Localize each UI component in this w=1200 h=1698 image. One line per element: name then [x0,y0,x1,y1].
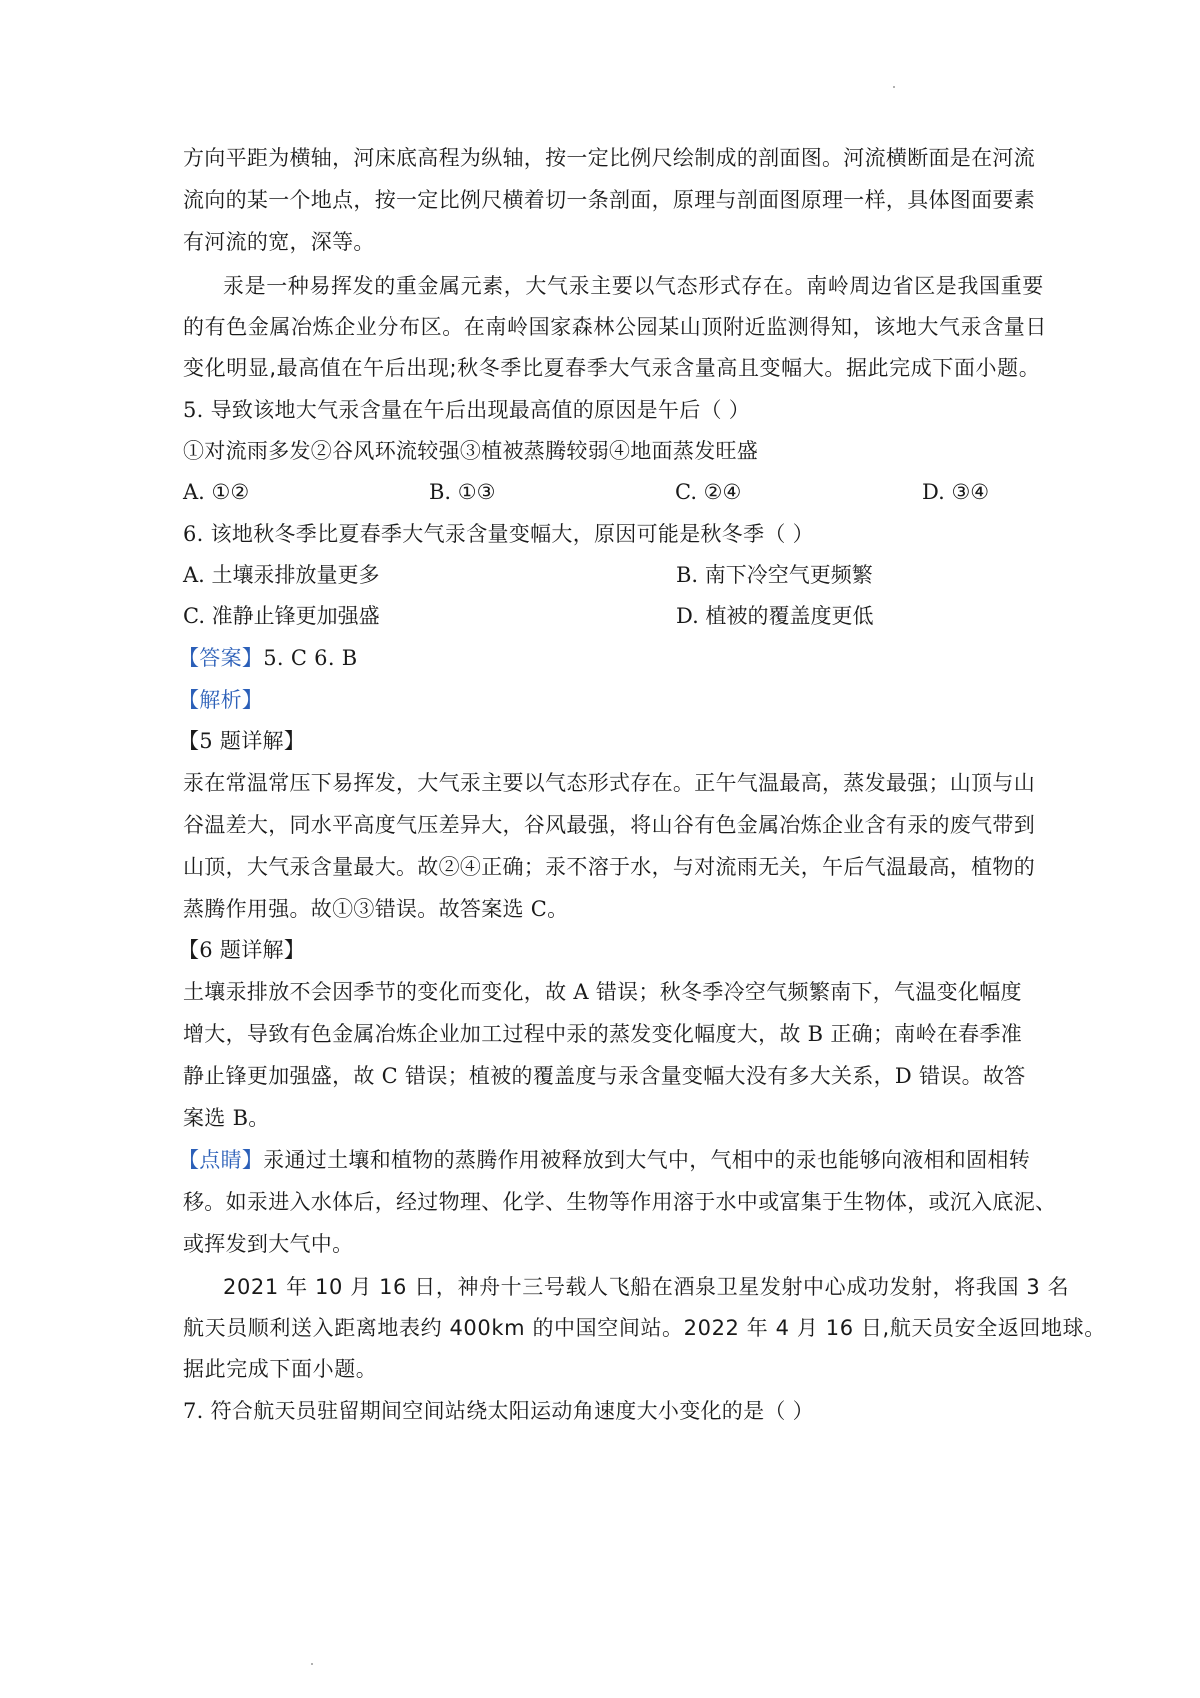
passage-line: 汞是一种易挥发的重金属元素，大气汞主要以气态形式存在。南岭周边省区是我国重要 [223,274,1044,298]
scan-dot [893,86,895,88]
detail-line: 山顶，大气汞含量最大。故②④正确；汞不溶于水，与对流雨无关，午后气温最高，植物的 [183,855,1035,879]
answer-line [178,644,358,672]
detail-heading: 【5 题详解】 [178,729,306,753]
detail-line: 静止锋更加强盛，故 C 错误；植被的覆盖度与汞含量变幅大没有多大关系，D 错误。故答 [183,1064,1026,1088]
passage-line: 据此完成下面小题。 [183,1357,378,1381]
passage-line: 航天员顺利送入距离地表约 400km 的中国空间站。2022 年 4 月 16 日,航天员安全返回地球。 [183,1316,1106,1340]
detail-line: 增大，导致有色金属冶炼企业加工过程中汞的蒸发变化幅度大，故 B 正确；南岭在春季准 [183,1022,1023,1046]
option-c: C. ②④ [675,480,742,504]
tip-line: 移。如汞进入水体后，经过物理、化学、生物等作用溶于水中或富集于生物体，或沉入底泥、 [183,1190,1057,1214]
question-stem: 5. 导致该地大气汞含量在午后出现最高值的原因是午后（ ） [183,398,751,422]
intro-line: 方向平距为横轴，河床底高程为纵轴，按一定比例尺绘制成的剖面图。河流横断面是在河流 [183,146,1035,170]
option-a: A. ①② [183,480,250,504]
detail-line: 谷温差大，同水平高度气压差异大，谷风最强，将山谷有色金属冶炼企业含有汞的废气带到 [183,813,1035,837]
option-b: B. 南下冷空气更频繁 [676,563,873,587]
answer-text: 5. C 6. B [263,646,358,670]
question-stem: 6. 该地秋冬季比夏春季大气汞含量变幅大，原因可能是秋冬季（ ） [183,522,814,546]
tip-tag: 【点睛】 [178,1148,264,1172]
answer-tag: 【答案】 [178,646,264,670]
tip-line [178,1146,1030,1174]
question-stem: 7. 符合航天员驻留期间空间站绕太阳运动角速度大小变化的是（ ） [183,1399,814,1423]
option-a: A. 土壤汞排放量更多 [183,563,380,587]
passage-line: 2021 年 10 月 16 日，神舟十三号载人飞船在酒泉卫星发射中心成功发射，将我国 3 名 [223,1275,1070,1299]
intro-line: 流向的某一个地点，按一定比例尺横着切一条剖面，原理与剖面图原理一样，具体图面要素 [183,188,1035,212]
option-b: B. ①③ [429,480,496,504]
analysis-tag: 【解析】 [178,688,264,712]
question-statements: ①对流雨多发②谷风环流较强③植被蒸腾较弱④地面蒸发旺盛 [183,439,759,463]
intro-line: 有河流的宽，深等。 [183,230,375,254]
option-c: C. 准静止锋更加强盛 [183,604,380,628]
passage-line: 变化明显,最高值在午后出现;秋冬季比夏春季大气汞含量高且变幅大。据此完成下面小题。 [183,356,1041,380]
tip-text: 汞通过土壤和植物的蒸腾作用被释放到大气中，气相中的汞也能够向液相和固相转 [263,1148,1030,1172]
tip-line: 或挥发到大气中。 [183,1232,354,1256]
scan-dot [311,1663,313,1665]
passage-line: 的有色金属冶炼企业分布区。在南岭国家森林公园某山顶附近监测得知，该地大气汞含量日 [183,315,1047,339]
detail-line: 蒸腾作用强。故①③错误。故答案选 C。 [183,897,569,921]
detail-line: 土壤汞排放不会因季节的变化而变化，故 A 错误；秋冬季冷空气频繁南下，气温变化幅度 [183,980,1022,1004]
detail-heading: 【6 题详解】 [178,938,306,962]
option-d: D. ③④ [922,480,990,504]
detail-line: 案选 B。 [183,1106,270,1130]
detail-line: 汞在常温常压下易挥发，大气汞主要以气态形式存在。正午气温最高，蒸发最强；山顶与山 [183,771,1035,795]
option-d: D. 植被的覆盖度更低 [676,604,874,628]
